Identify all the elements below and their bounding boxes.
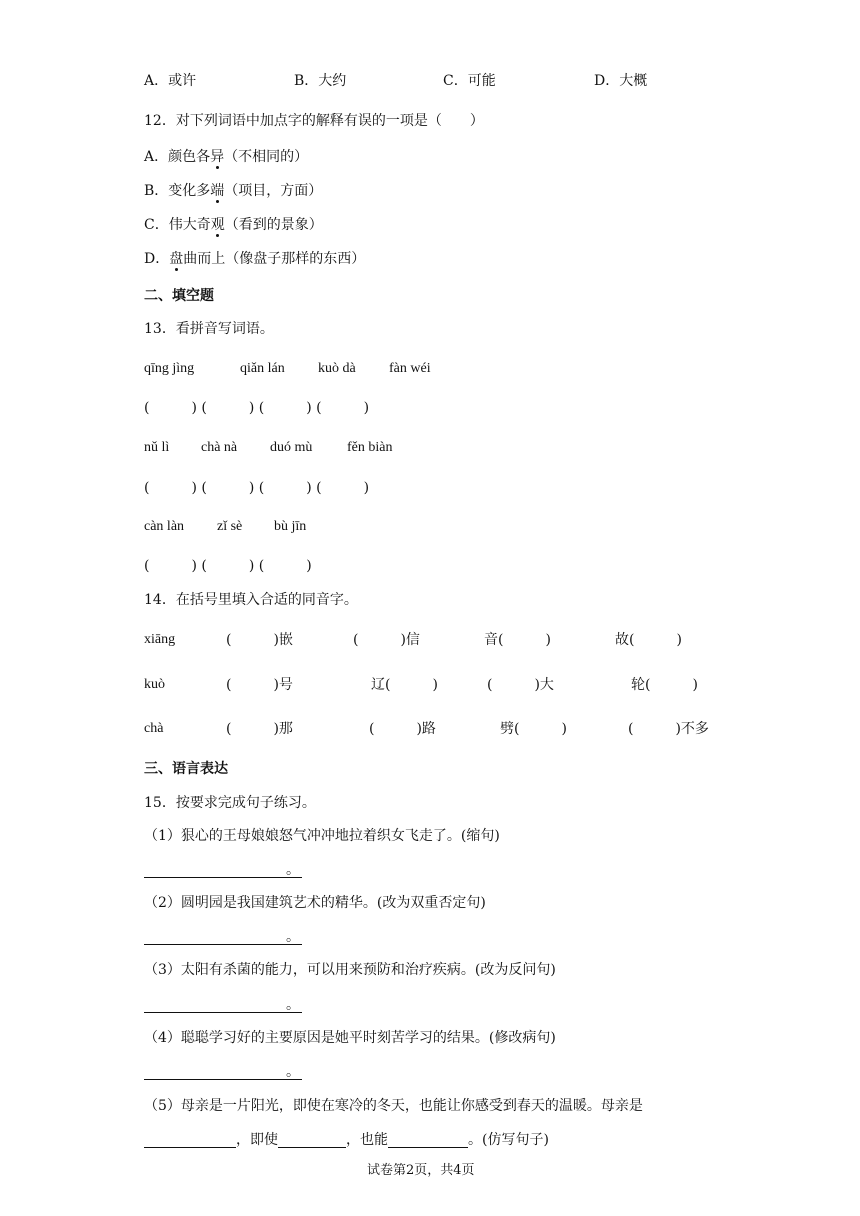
imitation-line (144, 1133, 549, 1148)
sentence-4: （4）聪聪学习好的主要原因是她平时刻苦学习的结果。(修改病句) (144, 1030, 556, 1046)
answer-parens: ( ) ( ) ( ) ( ) (144, 480, 370, 496)
homophone-blank: 轮( ) (631, 677, 698, 693)
question-12-option-b (144, 184, 322, 198)
homophone-blank: ( )大 (487, 677, 554, 693)
imitation-text: 。(仿写句子) (468, 1132, 549, 1148)
answer-parens: ( ) ( ) ( ) ( ) (144, 400, 370, 416)
option-b: B．大约 (294, 73, 347, 89)
question-12-option-c (144, 218, 323, 232)
sentence-5: （5）母亲是一片阳光，即使在寒冷的冬天，也能让你感受到春天的温暖。母亲是 (144, 1098, 643, 1114)
answer-line (144, 998, 302, 1013)
homophone-blank: ( )路 (369, 721, 436, 737)
blank-line (278, 1133, 346, 1148)
dotted-char: 盘 (169, 251, 184, 267)
blank-line (144, 930, 286, 945)
option-c: C．可能 (443, 73, 496, 89)
pinyin: càn làn (144, 519, 185, 534)
homophone-blank: 辽( ) (371, 677, 438, 693)
option-explanation: 曲而上（像盘子那样的东西） (183, 251, 366, 267)
homophone-blank: ( )那 (226, 721, 293, 737)
pinyin: nǔ lì (144, 440, 170, 455)
question-12-option-d (144, 252, 365, 266)
sentence-2: （2）圆明园是我国建筑艺术的精华。(改为双重否定句) (144, 895, 486, 911)
dotted-char: 异 (210, 149, 225, 165)
section-heading-language-expression: 三、语言表达 (144, 761, 228, 777)
answer-line (144, 930, 302, 945)
homophone-blank: ( )信 (353, 632, 420, 648)
period: 。 (286, 1064, 300, 1080)
answer-parens: ( ) ( ) ( ) (144, 558, 312, 574)
homophone-blank: ( )号 (226, 677, 293, 693)
pinyin: duó mù (270, 440, 313, 455)
period: 。 (286, 862, 300, 878)
answer-line (144, 863, 302, 878)
option-explanation: （看到的景象） (224, 217, 323, 233)
sentence-3: （3）太阳有杀菌的能力，可以用来预防和治疗疾病。(改为反问句) (144, 962, 556, 978)
pinyin: xiāng (144, 632, 176, 647)
imitation-text: ，即使 (236, 1132, 278, 1148)
pinyin: fàn wéi (389, 361, 431, 376)
pinyin: kuò dà (318, 361, 356, 376)
homophone-blank: ( )不多 (628, 721, 709, 737)
homophone-blank: ( )嵌 (226, 632, 293, 648)
pinyin: qīng jìng (144, 361, 195, 376)
blank-line (144, 1065, 286, 1080)
question-12-stem: 12．对下列词语中加点字的解释有误的一项是（ ） (144, 113, 484, 129)
question-15-stem: 15．按要求完成句子练习。 (144, 795, 316, 811)
imitation-text: ，也能 (346, 1132, 388, 1148)
pinyin: fěn biàn (347, 440, 393, 455)
dotted-char: 端 (210, 183, 225, 199)
option-explanation: （项目，方面） (224, 183, 323, 199)
blank-line (388, 1133, 468, 1148)
pinyin: qiǎn lán (240, 361, 285, 376)
homophone-blank: 故( ) (615, 632, 682, 648)
homophone-blank: 音( ) (484, 632, 551, 648)
pinyin: bù jīn (274, 519, 307, 534)
blank-line (144, 1133, 236, 1148)
blank-line (144, 998, 286, 1013)
option-text: D． (144, 251, 170, 267)
option-text: C．伟大奇 (144, 217, 211, 233)
option-a: A．或许 (144, 73, 197, 89)
answer-line (144, 1065, 302, 1080)
section-heading-fill-blank: 二、填空题 (144, 288, 214, 304)
period: 。 (286, 997, 300, 1013)
sentence-1: （1）狠心的王母娘娘怒气冲冲地拉着织女飞走了。(缩句) (144, 828, 500, 844)
period: 。 (286, 929, 300, 945)
question-14-stem: 14．在括号里填入合适的同音字。 (144, 592, 358, 608)
option-text: A．颜色各 (144, 149, 211, 165)
blank-line (144, 863, 286, 878)
option-explanation: （不相同的） (224, 149, 309, 165)
pinyin: zǐ sè (217, 519, 243, 534)
page-footer: 试卷第2页，共4页 (367, 1163, 475, 1178)
option-text: B．变化多 (144, 183, 211, 199)
homophone-blank: 劈( ) (500, 721, 567, 737)
pinyin: chà (144, 721, 164, 736)
dotted-char: 观 (210, 217, 225, 233)
option-d: D．大概 (594, 73, 648, 89)
pinyin: kuò (144, 677, 165, 692)
question-13-stem: 13．看拼音写词语。 (144, 321, 274, 337)
question-12-option-a (144, 150, 308, 164)
pinyin: chà nà (201, 440, 238, 455)
